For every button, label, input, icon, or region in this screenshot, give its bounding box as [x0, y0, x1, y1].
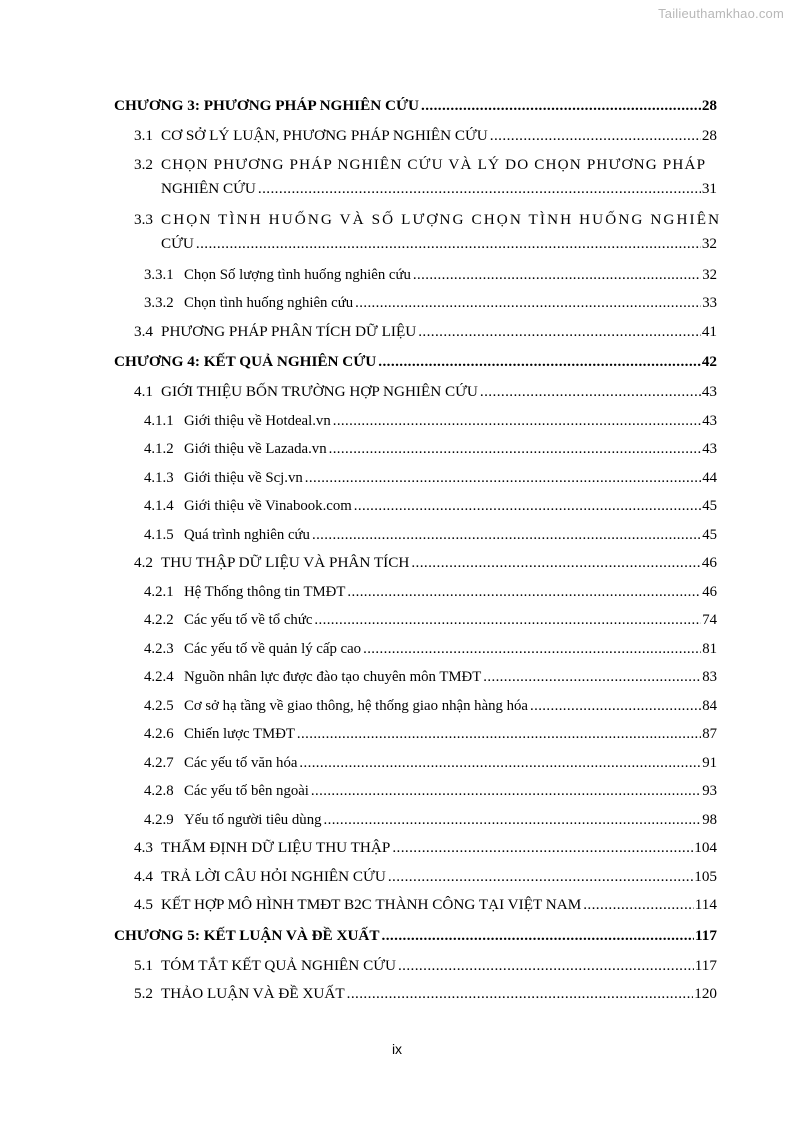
toc-entry-title: TÓM TẮT KẾT QUẢ NGHIÊN CỨU: [161, 956, 396, 974]
toc-entry-page: 42: [701, 353, 717, 370]
toc-subsection-4-2-9[interactable]: [114, 806, 717, 835]
toc-entry-page: 46: [702, 583, 717, 600]
toc-section-4-5[interactable]: [114, 891, 717, 920]
toc-entry-page: 105: [694, 867, 717, 885]
toc-entry-number: 4.1.3: [144, 469, 174, 486]
toc-entry-title-line1: CHỌN PHƯƠNG PHÁP NGHIÊN CỨU VÀ LÝ DO CHỌN PHƯƠNG PHÁP: [161, 155, 707, 173]
toc-entry-number: 4.2.2: [144, 612, 174, 628]
toc-entry-title: CHƯƠNG 3: PHƯƠNG PHÁP NGHIÊN CỨU: [114, 97, 419, 114]
toc-entry-page: 104: [694, 839, 717, 856]
toc-subsection-4-1-3[interactable]: [114, 464, 717, 493]
toc-section-4-3[interactable]: [114, 834, 717, 863]
toc-entry-number: 4.2.8: [144, 783, 174, 799]
toc-entry-title: CHƯƠNG 4: KẾT QUẢ NGHIÊN CỨU: [114, 353, 377, 370]
toc-entry-title: Chọn Số lượng tình huống nghiên cứu: [184, 266, 411, 283]
toc-entry-number: 4.1: [134, 383, 153, 400]
toc-entry-title: Giới thiệu về Scj.vn: [184, 469, 303, 486]
toc-entry-title: Các yếu tố bên ngoài: [184, 783, 309, 799]
toc-entry-page: 93: [702, 783, 717, 799]
toc-entry-page: 44: [702, 469, 717, 486]
toc-chapter-3[interactable]: [114, 90, 717, 122]
toc-entry-title: THẢO LUẬN VÀ ĐỀ XUẤT: [161, 985, 345, 1002]
toc-entry-title: Chiến lược TMĐT: [184, 726, 295, 742]
toc-entry-number: 3.4: [134, 322, 153, 340]
toc-entry-number: 3.3: [134, 210, 153, 228]
toc-entry-page: 43: [702, 412, 717, 429]
toc-entry-number: 4.2.9: [144, 811, 174, 828]
toc-entry-number: 3.3.2: [144, 295, 174, 311]
toc-subsection-4-2-4[interactable]: [114, 663, 717, 692]
toc-entry-number: 4.4: [134, 867, 153, 885]
toc-entry-page: 87: [702, 726, 717, 742]
toc-section-3-1[interactable]: [114, 122, 717, 151]
toc-entry-page: 33: [702, 295, 717, 311]
toc-entry-title: Giới thiệu về Lazada.vn: [184, 441, 327, 457]
toc-entry-title: Các yếu tố về quản lý cấp cao: [184, 640, 362, 657]
toc-entry-title: GIỚI THIỆU BỐN TRƯỜNG HỢP NGHIÊN CỨU: [161, 383, 478, 400]
toc-section-3-4[interactable]: [114, 318, 717, 347]
toc-entry-page: 74: [702, 612, 717, 628]
toc-entry-number: 4.2.6: [144, 726, 174, 742]
toc-entry-number: 4.2.1: [144, 583, 174, 600]
toc-entry-page: 83: [702, 669, 717, 685]
toc-chapter-4[interactable]: [114, 346, 717, 378]
toc-entry-number: 4.2.3: [144, 640, 174, 657]
toc-subsection-3-3-2[interactable]: [114, 289, 717, 318]
toc-entry-title-line2: CỨU: [161, 234, 194, 252]
toc-subsection-4-2-6[interactable]: [114, 720, 717, 749]
toc-entry-title-line1: CHỌN TÌNH HUỐNG VÀ SỐ LƯỢNG CHỌN TÌNH HUỐNG NGHIÊN: [161, 210, 722, 228]
toc-entry-title: Chọn tình huống nghiên cứu: [184, 295, 354, 311]
toc-entry-title-line2: NGHIÊN CỨU: [161, 179, 256, 197]
watermark-text: Tailieuthamkhao.com: [658, 6, 784, 21]
toc-entry-page: 120: [694, 985, 717, 1002]
toc-entry-title: Các yếu tố về tổ chức: [184, 612, 313, 628]
toc-entry-number: 5.2: [134, 985, 153, 1002]
toc-section-5-2[interactable]: [114, 980, 717, 1009]
toc-entry-page: 91: [702, 754, 717, 771]
toc-entry-page: 81: [702, 640, 717, 657]
toc-section-3-2[interactable]: [114, 151, 717, 206]
toc-entry-number: 4.1.2: [144, 441, 174, 457]
toc-entry-page: 114: [694, 896, 717, 913]
toc-entry-number: 4.2: [134, 554, 153, 571]
toc-entry-page: 45: [702, 498, 717, 514]
toc-subsection-4-1-2[interactable]: [114, 435, 717, 464]
toc-entry-page: 84: [702, 697, 717, 714]
toc-subsection-4-2-2[interactable]: [114, 606, 717, 635]
toc-entry-title: KẾT HỢP MÔ HÌNH TMĐT B2C THÀNH CÔNG TẠI VIỆT NAM: [161, 896, 582, 913]
page-number: ix: [391, 1041, 403, 1057]
toc-entry-number: 3.2: [134, 155, 153, 173]
toc-entry-number: 5.1: [134, 956, 153, 974]
toc-entry-title: PHƯƠNG PHÁP PHÂN TÍCH DỮ LIỆU: [161, 322, 417, 340]
toc-entry-title: Yếu tố người tiêu dùng: [184, 811, 322, 828]
toc-entry-page: 28: [701, 127, 717, 144]
toc-entry-title: Nguồn nhân lực được đào tạo chuyên môn TMĐT: [184, 669, 482, 685]
toc-entry-page: 117: [694, 956, 717, 974]
toc-entry-title: Hệ Thống thông tin TMĐT: [184, 583, 346, 600]
toc-entry-page: 28: [701, 97, 717, 114]
toc-subsection-3-3-1[interactable]: [114, 261, 717, 290]
toc-entry-page: 43: [701, 383, 717, 400]
toc-entry-title: THU THẬP DỮ LIỆU VÀ PHÂN TÍCH: [161, 554, 410, 571]
toc-entry-page: 43: [702, 441, 717, 457]
toc-entry-page: 45: [702, 526, 717, 543]
toc-entry-page: 41: [701, 322, 717, 340]
toc-entry-number: 4.3: [134, 839, 153, 856]
toc-entry-title: Giới thiệu về Hotdeal.vn: [184, 412, 331, 429]
toc-entry-page: 46: [701, 554, 717, 571]
toc-subsection-4-2-5[interactable]: [114, 692, 717, 721]
toc-section-4-4[interactable]: [114, 863, 717, 892]
toc-entry-title: Quá trình nghiên cứu: [184, 526, 310, 543]
toc-entry-page: 98: [702, 811, 717, 828]
toc-subsection-4-2-8[interactable]: [114, 777, 717, 806]
toc-section-4-2[interactable]: [114, 549, 717, 578]
toc-chapter-5[interactable]: [114, 920, 717, 952]
toc-entry-title: CƠ SỞ LÝ LUẬN, PHƯƠNG PHÁP NGHIÊN CỨU: [161, 127, 488, 144]
toc-entry-title: Cơ sở hạ tầng về giao thông, hệ thống giao nhận hàng hóa: [184, 697, 528, 714]
toc-entry-number: 4.5: [134, 896, 153, 913]
toc-entry-title: Giới thiệu về Vinabook.com: [184, 498, 352, 514]
toc-entry-number: 4.2.4: [144, 669, 174, 685]
toc-entry-page: 117: [695, 926, 717, 944]
toc-section-5-1[interactable]: [114, 952, 717, 981]
toc-entry-page: 31: [701, 179, 717, 197]
toc-entry-number: 3.1: [134, 127, 153, 144]
toc-entry-number: 4.1.5: [144, 526, 174, 543]
toc-entry-number: 4.1.4: [144, 498, 174, 514]
toc-entry-title: Các yếu tố văn hóa: [184, 754, 298, 771]
toc-subsection-4-1-4[interactable]: [114, 492, 717, 521]
toc-section-3-3[interactable]: [114, 206, 722, 261]
toc-subsection-4-1-5[interactable]: [114, 521, 717, 550]
toc-subsection-4-2-1[interactable]: [114, 578, 717, 607]
toc-entry-title: TRẢ LỜI CÂU HỎI NGHIÊN CỨU: [161, 867, 386, 885]
toc-subsection-4-1-1[interactable]: [114, 407, 717, 436]
toc-entry-title: THẨM ĐỊNH DỮ LIỆU THU THẬP: [161, 839, 391, 856]
toc-entry-number: 3.3.1: [144, 266, 174, 283]
toc-entry-page: 32: [702, 266, 717, 283]
toc-entry-number: 4.2.5: [144, 697, 174, 714]
toc-section-4-1[interactable]: [114, 378, 717, 407]
toc-entry-number: 4.2.7: [144, 754, 174, 771]
table-of-contents: [114, 90, 722, 1009]
toc-entry-page: 32: [701, 234, 717, 252]
toc-entry-title: CHƯƠNG 5: KẾT LUẬN VÀ ĐỀ XUẤT: [114, 926, 380, 944]
toc-subsection-4-2-3[interactable]: [114, 635, 717, 664]
toc-subsection-4-2-7[interactable]: [114, 749, 717, 778]
toc-entry-number: 4.1.1: [144, 412, 174, 429]
